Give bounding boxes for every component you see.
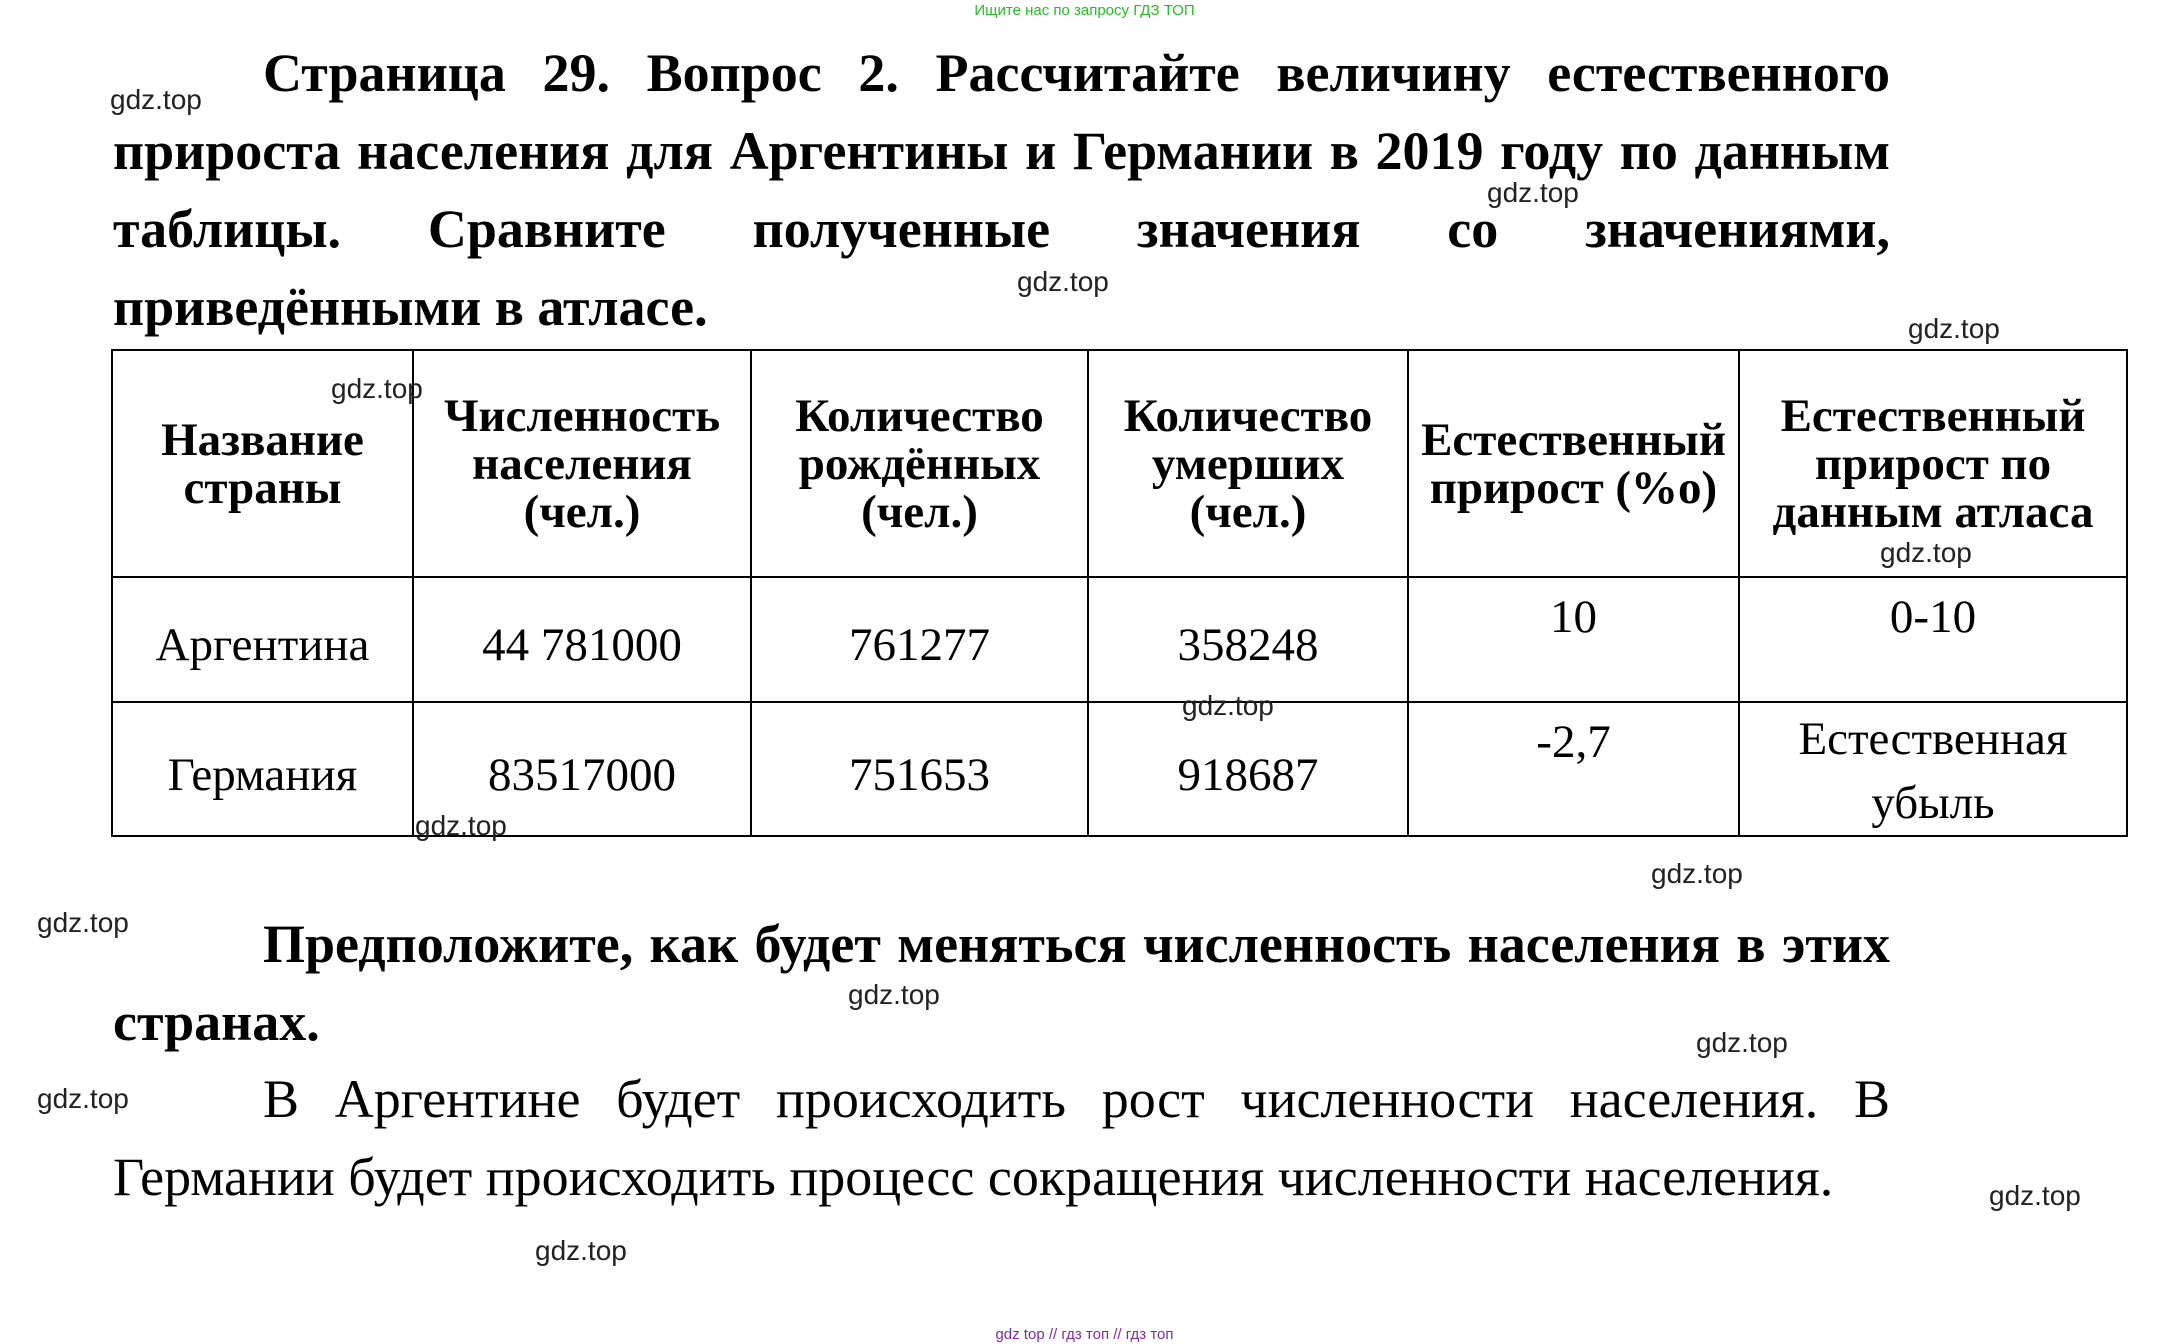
watermark: gdz.top: [1908, 313, 2000, 344]
cell-country: Германия: [112, 702, 413, 836]
watermark: gdz.top: [1880, 537, 1972, 568]
cell-atlas-growth: Естественная убыль: [1739, 702, 2127, 836]
header-births: Количество рождённых (чел.): [751, 350, 1088, 577]
watermark: gdz.top: [535, 1235, 627, 1266]
header-deaths: Количество умерших (чел.): [1088, 350, 1408, 577]
watermark: gdz.top: [1989, 1180, 2081, 1211]
watermark: gdz.top: [37, 1083, 129, 1114]
data-table: [111, 349, 2128, 837]
watermark: gdz.top: [1651, 858, 1743, 889]
header-population: Численность населения (чел.): [413, 350, 751, 577]
table-row: [112, 577, 2127, 702]
header-atlas-growth: Естественный прирост по данным атласа: [1739, 350, 2127, 577]
cell-natural-growth: 10: [1408, 577, 1739, 702]
cell-population: 44 781000: [413, 577, 751, 702]
header-natural-growth: Естественный прирост (%о): [1408, 350, 1739, 577]
cell-natural-growth: -2,7: [1408, 702, 1739, 836]
watermark: gdz.top: [415, 810, 507, 841]
question-text: Страница 29. Вопрос 2. Рассчитайте величину естественного прироста населения для Аргентины и Германии в 2019 году по данным таблицы. Сравните полученные значения со значениями, приведёнными в атласе.: [113, 43, 1890, 337]
cell-deaths: 918687: [1088, 702, 1408, 836]
watermark: gdz.top: [1017, 266, 1109, 297]
cell-country: Аргентина: [112, 577, 413, 702]
answer-text: В Аргентине будет происходить рост численности населения. В Германии будет происходить процесс сокращения численности населения.: [113, 1069, 1890, 1207]
watermark: gdz.top: [1487, 177, 1579, 208]
top-banner: Ищите нас по запросу ГДЗ ТОП: [974, 2, 1195, 19]
cell-births: 751653: [751, 702, 1088, 836]
question-2-text: Предположите, как будет меняться численность населения в этих странах.: [113, 914, 1890, 1052]
watermark: gdz.top: [331, 373, 423, 404]
watermark: gdz.top: [37, 907, 129, 938]
watermark: gdz.top: [848, 979, 940, 1010]
header-country: Название страны: [112, 350, 413, 577]
cell-population: 83517000: [413, 702, 751, 836]
bottom-banner: gdz top // гдз топ // гдз топ: [995, 1326, 1174, 1343]
cell-births: 761277: [751, 577, 1088, 702]
watermark: gdz.top: [110, 84, 202, 115]
cell-deaths: 358248: [1088, 577, 1408, 702]
watermark: gdz.top: [1182, 690, 1274, 721]
cell-atlas-growth: 0-10: [1739, 577, 2127, 702]
watermark: gdz.top: [1696, 1027, 1788, 1058]
